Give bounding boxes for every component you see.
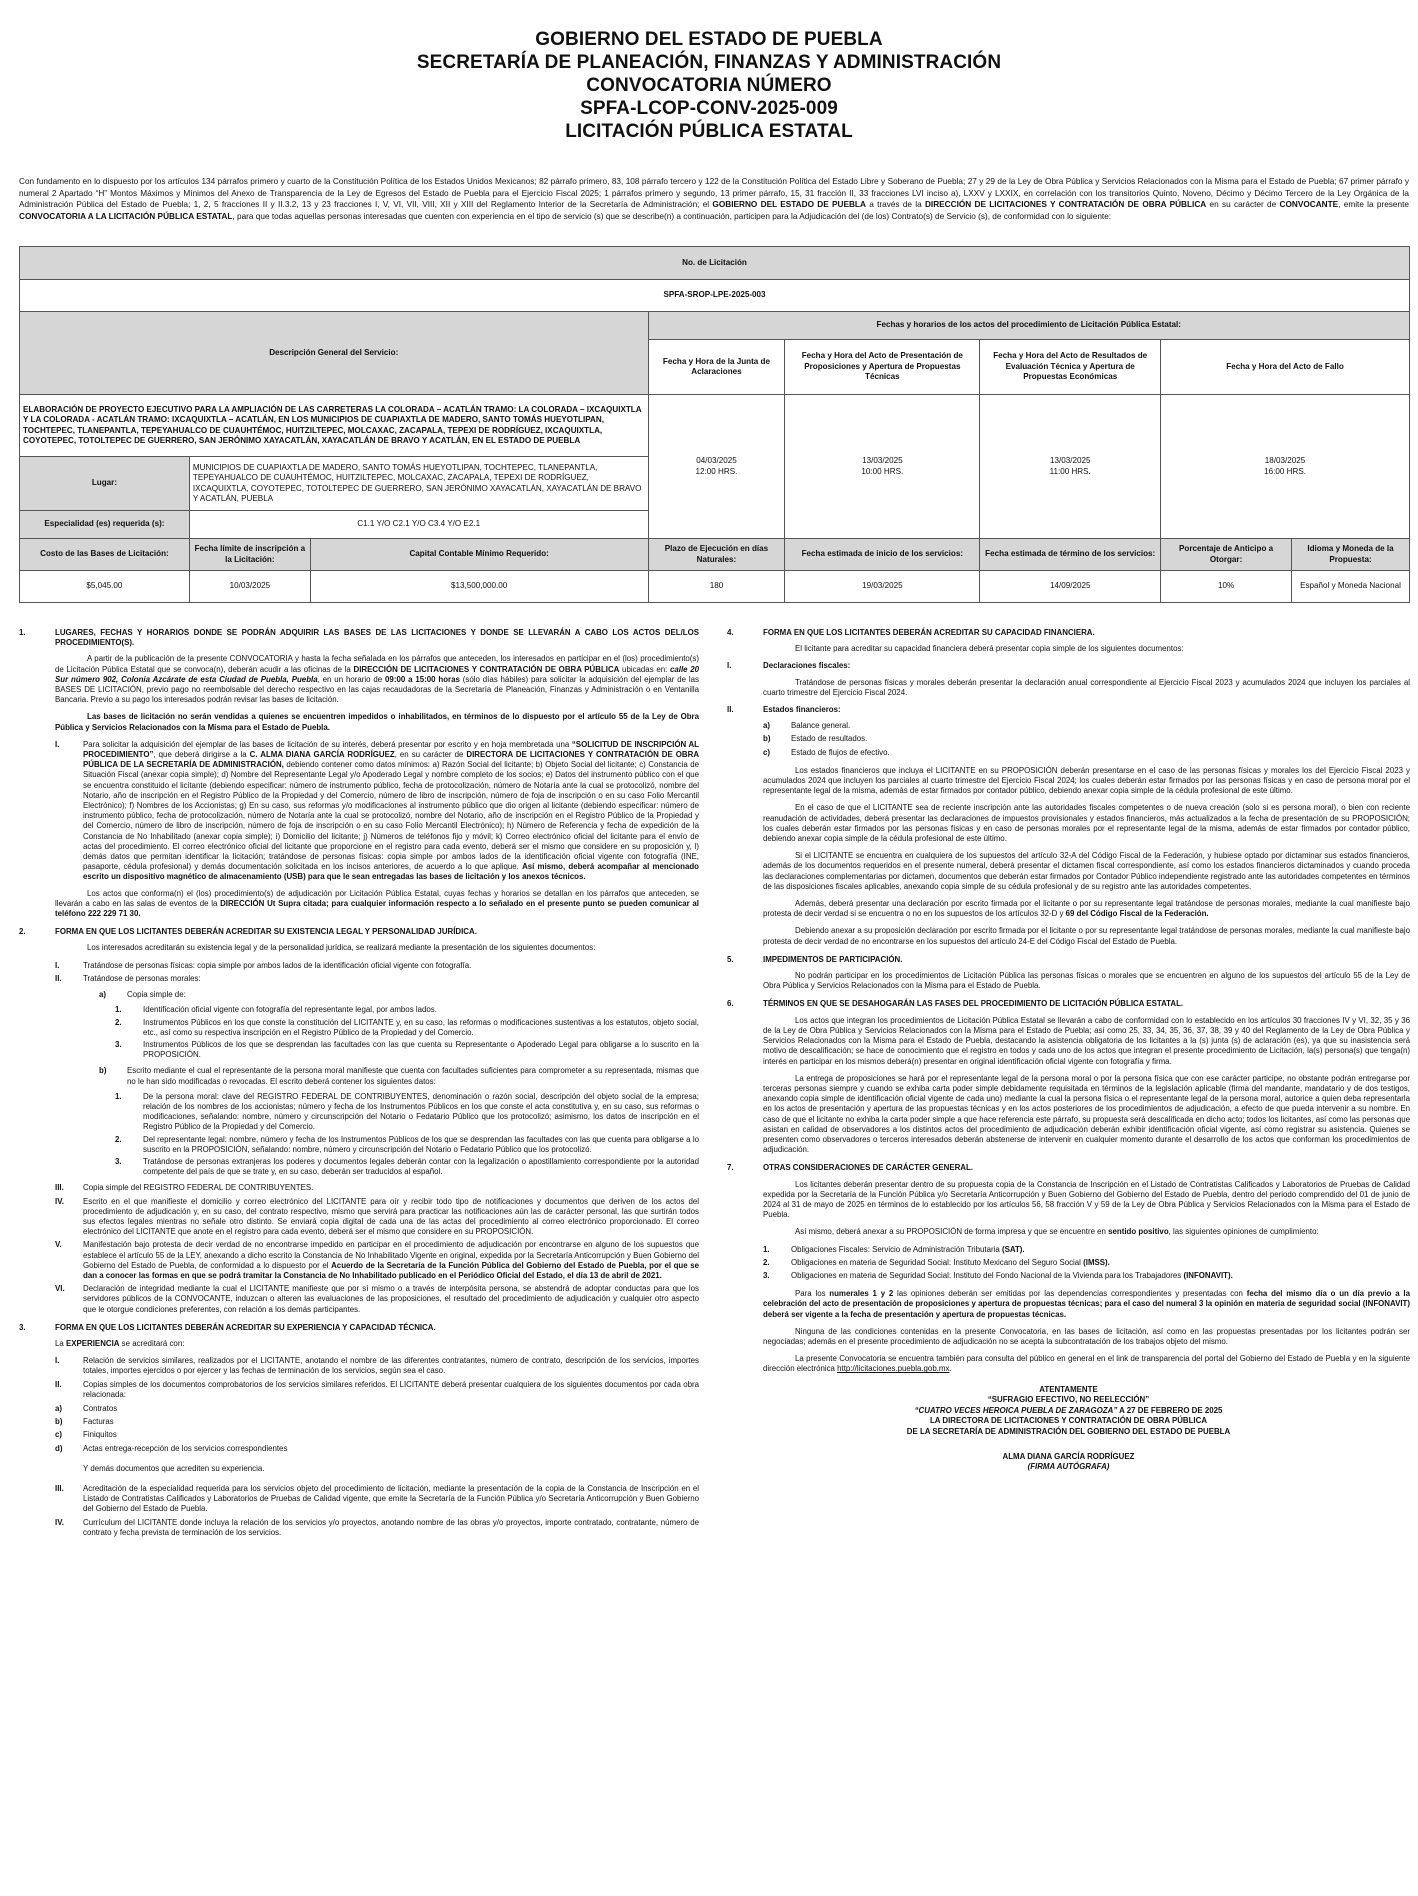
section-4-item-ii: II. Estados financieros: bbox=[727, 705, 841, 715]
bottom-value-costo: $5,045.00 bbox=[20, 571, 190, 603]
fecha-resultados: 13/03/2025 11:00 HRS. bbox=[980, 395, 1161, 539]
section-7-paragraph-2: Así mismo, deberá anexar a su PROPOSICIÓN de forma impresa y que se encuentre en sentido positivo, las siguientes opiniones de cumplimiento: bbox=[795, 1227, 1319, 1237]
section-7-paragraph-3: Para los numerales 1 y 2 las opiniones deberán ser emitidas por las dependencias correspondientes y presentadas con fecha del mismo día o un día previo a la celebración del acto de presentación de proposiciones y apertura de propuestas técnicas; para el caso del numeral 3 la opinión en materia de seguridad social (INFONAVIT) deberá ser vigente a la fecha de presentación y apertura de propuestas técnicas. bbox=[763, 1289, 1410, 1319]
header-secretariat: SECRETARÍA DE PLANEACIÓN, FINANZAS Y ADMINISTRACIÓN bbox=[416, 52, 1002, 73]
bottom-value-anticipo: 10% bbox=[1161, 571, 1292, 603]
left-column bbox=[19, 620, 699, 1541]
section-3-item-c: c) Finiquitos bbox=[55, 1430, 117, 1440]
section-4-paragraph-4: Si el LICITANTE se encuentra en cualquiera de los supuestos del artículo 32-A del Código Fiscal de la Federación, y hubiese optado por dictaminar sus estados financieros, además de los documentos requeridos en el presente numeral, deberá presentar el dictamen fiscal correspondiente, así como los estados financieros dictaminados y cuando proceda las declaraciones complementarias por dictamen, documentos que deberán estar firmados por Contador Público independiente registrado ante las autoridades competentes en términos de las disposiciones fiscales aplicables, anexando copia simple de su cédula profesional y de su registro ante las autoridades competentes. bbox=[763, 851, 1410, 891]
signature-autograph: (FIRMA AUTÓGRAFA) bbox=[1027, 1462, 1110, 1472]
bottom-value-fecha-limite: 10/03/2025 bbox=[189, 571, 310, 603]
section-2-item-iii: III. Copia simple del REGISTRO FEDERAL DE CONTRIBUYENTES. bbox=[55, 1183, 314, 1193]
section-3-title: 3. FORMA EN QUE LOS LICITANTES DEBERÁN ACREDITAR SU EXPERIENCIA Y CAPACIDAD TÉCNICA. bbox=[19, 1322, 436, 1332]
no-licitacion-label: No. de Licitación bbox=[20, 247, 1410, 280]
section-4-item-b: b) Estado de resultados. bbox=[763, 734, 868, 744]
signature-motto: “SUFRAGIO EFECTIVO, NO REELECCIÓN” bbox=[987, 1395, 1150, 1405]
section-4-item-i: I. Declaraciones fiscales: bbox=[727, 661, 851, 671]
section-2-title: 2. FORMA EN QUE LOS LICITANTES DEBERÁN ACREDITAR SU EXISTENCIA LEGAL Y PERSONALIDAD JURÍDICA. bbox=[19, 927, 477, 937]
fecha-header-presentacion: Fecha y Hora del Acto de Presentación de Proposiciones y Apertura de Propuestas Técnicas bbox=[785, 340, 980, 395]
section-1-paragraph: A partir de la publicación de la presente CONVOCATORIA y hasta la fecha señalada en los párrafos que anteceden, los interesados en participar en el (los) procedimiento(s) de Licitación Pública Estatal que se convoca(n), deberán acudir a las oficinas de la DIRECCIÓN DE LICITACIONES Y CONTRATACIÓN DE OBRA PÚBLICA ubicadas en: calle 20 Sur número 902, Colonia Azcárate de esta Ciudad de Puebla, Puebla, en un horario de 09:00 a 15:00 horas (sólo días hábiles) para solicitar la adquisición del ejemplar de las BASES DE LICITACIÓN, previo pago no reembolsable del derecho respectivo en las cajas recaudadoras de la Secretaría de Planeación, Finanzas y Administración o en Ventanilla Bancaria. Previo a su pago los interesados podrán revisar las bases de licitación. bbox=[55, 654, 699, 705]
section-4-item-a: a) Balance general. bbox=[763, 721, 851, 731]
bottom-header-inicio: Fecha estimada de inicio de los servicios: bbox=[785, 539, 980, 571]
section-7-opinion-2: 2. Obligaciones en materia de Seguridad Social: Instituto Mexicano del Seguro Social (IMSS). bbox=[763, 1257, 1110, 1267]
section-3-item-ii: II. Copias simples de los documentos comprobatorios de los servicios similares referidos. El LICITANTE deberá presentar cualquiera de los siguientes documentos por cada obra relacionada: bbox=[55, 1379, 699, 1399]
no-licitacion-value: SPFA-SROP-LPE-2025-003 bbox=[20, 280, 1410, 312]
signature-block bbox=[727, 1385, 1410, 1473]
section-3-item-d: d) Actas entrega-recepción de los servicios correspondientes bbox=[55, 1443, 288, 1453]
section-6-paragraph-1: Los actos que integran los procedimientos de Licitación Pública Estatal se llevarán a cabo de conformidad con lo establecido en los artículos 30 fracciones IV y VI, 32, 35 y 36 de la Ley de Obra Pública y Servicios Relacionados con la Misma para el Estado de Puebla; así como 25, 33, 34, 35, 36, 37, 38, 39 y 40 del Reglamento de la Ley de Obra Pública y Servicios Relacionados con la Misma para el Estado de Puebla, destacando la asistencia obligatoria de los licitantes a la (s) junta (s) de aclaración (es), ya que su inasistencia será motivo de descalificación; se hace de conocimiento que el registro en todos y cada uno de los actos que integran el presente procedimiento de Licitación, la(s) persona(s) que tenga(n) interés en participar en los mismos deberá(n) presentar en original identificación oficial vigente con fotografía y firma. bbox=[763, 1015, 1410, 1066]
section-3-note: Y demás documentos que acrediten su experiencia. bbox=[83, 1463, 265, 1473]
section-4-paragraph-3: En el caso de que el LICITANTE sea de reciente inscripción ante las autoridades fiscales competentes o de nueva creación (solo si es persona moral), o bien con reciente reanudación de actividades, deberá presentar las declaraciones de impuestos provisionales y estados financieros, más actualizados a la fecha de presentación de su PROPOSICIÓN; los cuales deberán estar firmados por las personas físicas y en caso de personas morales por el representante legal de la misma, además de estar firmados por contador público, debiendo anexar copia simple de la cédula profesional de este último. bbox=[763, 803, 1410, 844]
descripcion-label: Descripción General del Servicio: bbox=[20, 312, 649, 395]
intro-paragraph: Con fundamento en lo dispuesto por los artículos 134 párrafos primero y cuarto de la Constitución Política de los Estados Unidos Mexicanos; 82 párrafo primero, 83, 108 párrafo tercero y 122 de la Constitución Política del Estado Libre y Soberano de Puebla; 27 y 29 de la Ley de Obra Pública y Servicios Relacionados con la Misma para el Estado de Puebla; 67 primer párrafo y numeral 2 Apartado “H” Montos Máximos y Mínimos del Anexo de Transparencia de la Ley de Egresos del Estado de Puebla para el Ejercicio Fiscal 2025; 1 párrafos primero y segundo, 13 primer párrafo, 15, 31 fracción II, 33 fracciones LVI inciso a), LXXV y LXXIX, en correlación con los transitorios Quinto, Noveno, Décimo y Décimo Tercero de la Ley Orgánica de la Administración Pública del Estado de Puebla; 1, 2, 5 fracciones II y II.3.2, 13 y 23 fracciones I, V, VI, VII, VIII, XII y XIII del Reglamento Interior de la Secretaría de Administración; el GOBIERNO DEL ESTADO DE PUEBLA a través de la DIRECCIÓN DE LICITACIONES Y CONTRATACIÓN DE OBRA PÚBLICA en su carácter de CONVOCANTE, emite la presente CONVOCATORIA A LA LICITACIÓN PÚBLICA ESTATAL, para que todas aquellas personas interesadas que cuenten con experiencia en el tipo de servicio (s) que se describe(n) a continuación, participen para la Adjudicación del (de los) Contrato(s) de Servicio (s), de conformidad con lo siguiente: bbox=[19, 177, 1409, 221]
fecha-header-resultados: Fecha y Hora del Acto de Resultados de Evaluación Técnica y Apertura de Propuestas Económicas bbox=[980, 340, 1161, 395]
signature-title-1: LA DIRECTORA DE LICITACIONES Y CONTRATACIÓN DE OBRA PÚBLICA bbox=[929, 1416, 1208, 1426]
section-2-item-iv: IV. Escrito en el que manifieste el domicilio y correo electrónico del LICITANTE para oír y recibir todo tipo de notificaciones y documentos que deriven de los actos del procedimiento de adjudicación y, en su caso, del contrato respectivo, mismo que servirá para practicar las notificaciones aún las de carácter personal, las que surtirán todos sus efectos legales mientras no señale otro distinto. Se enviará copia digital de cada una de las actas del procedimiento al correo electrónico proporcionado. El correo electrónico del LICITANTE que anote en el registro para cada evento, deberá ser el mismo que considere en su PROPOSICIÓN. bbox=[55, 1196, 699, 1237]
section-2-item-vi: VI. Declaración de integridad mediante la cual el LICITANTE manifieste que por sí mismo o a través de interpósita persona, se abstendrá de adoptar conductas para que los servidores públicos de la CONVOCANTE, induzcan o alteren las evaluaciones de las proposiciones, el resultado del procedimiento de adjudicación y cualquier otro aspecto que le otorgue condiciones preferentes, con relación a los demás participantes. bbox=[55, 1284, 699, 1314]
section-2-item-b1: 1. De la persona moral: clave del REGISTRO FEDERAL DE CONTRIBUYENTES, denominación o razón social, descripción del objeto social de la empresa; relación de los nombres de los accionistas; número y fecha de los Instrumentos Públicos en los que conste el acta constitutiva y, en su caso, sus reformas o modificaciones, señalando: nombre, número y circunscripción del Notario o Fedatario Público que los protocolizó; asimismo, los datos de inscripción en el Registro Público de la Propiedad y del Comercio. bbox=[115, 1091, 699, 1132]
section-4-paragraph-5: Además, deberá presentar una declaración por escrito firmada por el licitante o por su representante legal tratándose de personas morales, mediante la cual manifieste bajo protesta de decir verdad si se encuentra o no en los supuestos de los artículos 32-D y 69 del Código Fiscal de la Federación. bbox=[763, 899, 1410, 919]
section-2-item-i: I. Tratándose de personas físicas: copia simple por ambos lados de la identificación oficial vigente con fotografía. bbox=[55, 960, 472, 970]
licitacion-table bbox=[19, 246, 1410, 603]
especialidad-label: Especialidad (es) requerida (s): bbox=[20, 511, 190, 539]
section-3-item-b: b) Facturas bbox=[55, 1417, 114, 1427]
bottom-value-inicio: 19/03/2025 bbox=[785, 571, 980, 603]
header-licitacion-type: LICITACIÓN PÚBLICA ESTATAL bbox=[565, 121, 853, 142]
fecha-junta: 04/03/2025 12:00 HRS. bbox=[648, 395, 785, 539]
signature-atentamente: ATENTAMENTE bbox=[1039, 1384, 1098, 1394]
section-1-item-i: I. Para solicitar la adquisición del ejemplar de las bases de licitación de su interés, deberá presentar por escrito y en hoja membretada una “SOLICITUD DE INSCRIPCIÓN AL PROCEDIMIENTO”, que deberá dirigirse a la C. ALMA DIANA GARCÍA RODRÍGUEZ, en su carácter de DIRECTORA DE LICITACIONES Y CONTRATACIÓN DE OBRA PÚBLICA DE LA SECRETARÍA DE ADMINISTRACIÓN, debiendo contener como datos mínimos: a) Razón Social del licitante; b) Objeto Social del licitante; c) Constancia de Situación Fiscal (anexar copia simple); d) Nombre del Representante Legal y/o Apoderado Legal y nombre completo de los socios; e) Datos del instrumento público con el que se encuentra constituido el licitante (debiendo especificar: número de instrumento público, fecha de protocolización, número de Notaría ante la cual se protocolizó, nombre del Notario, año de inscripción en el Registro Público de la Propiedad y del Comercio, número de libro de inscripción, número de foja de inscripción o en su caso Folio Mercantil Electrónico); f) Nombres de los Accionistas; g) En su caso, sus reformas y/o modificaciones al instrumento público que dio origen al licitante (debiendo especificar: número de instrumento público, fecha de protocolización, número de Notaría ante la cual se protocolizó, nombre del Notario, año de inscripción en el Registro Público de la Propiedad y del Comercio, número de libro de inscripción, número de foja de inscripción o en su caso Folio Mercantil Electrónico); h) Número de Referencia y fecha de expedición de la Constancia de No Inhabilitado (anexar copia simple); i) Domicilio del licitante; j) Números de teléfonos fijo y móvil; k) Correo electrónico oficial del licitante para el envío de actas del procedimiento. El correo electrónico oficial del licitante que proporcione en el registro para cada evento, deberá ser el mismo que considere en su proposición y, l) demás datos que permitan identificar la licitación; tratándose de personas físicas: copia simple por ambos lados de la identificación oficial vigente con fotografía (INE, pasaporte, cédula profesional) y demás documentación solicitada en los incisos anteriores, de acuerdo a lo que aplique. Así mismo, deberá acompañar al mencionado escrito un dispositivo magnético de almacenamiento (USB) para que le sean entregadas las bases de licitación y los anexos técnicos. bbox=[55, 739, 700, 882]
lugar-value: MUNICIPIOS DE CUAPIAXTLA DE MADERO, SANTO TOMÁS HUEYOTLIPAN, TOCHTEPEC, TLANEPANTLA, TEPEYAHUALCO DE CUAUHTÉMOC, HUITZILTEPEC, MOLCAXAC, ZACAPALA, TEPEXI DE RODRÍGUEZ, IXCAQUIXTLA, COYOTEPEC, TOTOLTEPEC DE GUERRERO, SAN JERÓNIMO XAYACATLÁN, XAYACATLÁN DE BRAVO Y ACATLÁN, PUEBLA bbox=[189, 457, 648, 511]
lugar-label: Lugar: bbox=[20, 457, 190, 511]
section-2-item-a1: 1. Identificación oficial vigente con fotografía del representante legal, por ambos lados. bbox=[115, 1005, 437, 1015]
section-1-title: 1. LUGARES, FECHAS Y HORARIOS DONDE SE PODRÁN ADQUIRIR LAS BASES DE LAS LICITACIONES Y DONDE SE LLEVARÁN A CABO LOS ACTOS DEL/LOS PROCEDIMIENTO(S). bbox=[19, 628, 699, 648]
section-2-item-a3: 3. Instrumentos Públicos de los que se desprendan las facultades con las que cuenta su Representante o Apoderado Legal para obligarse a lo suscrito en la PROPOSICIÓN. bbox=[115, 1039, 699, 1060]
bottom-value-plazo: 180 bbox=[648, 571, 785, 603]
header-convocatoria-label: CONVOCATORIA NÚMERO bbox=[586, 75, 832, 96]
descripcion-value: ELABORACIÓN DE PROYECTO EJECUTIVO PARA LA AMPLIACIÓN DE LAS CARRETERAS LA COLORADA – ACATLÁN TRAMO: LA COLORADA – IXCAQUIXTLA Y LA COLORADA - ACATLÁN TRAMO: IXCAQUIXTLA – ACATLÁN, EN LOS MUNICIPIOS DE CUAPIAXTLA DE MADERO, SANTO TOMÁS HUEYOTLIPAN, TOCHTEPEC, TLANEPANTLA, TEPEYAHUALCO DE CUAUHTÉMOC, HUITZILTEPEC, MOLCAXAC, ZACAPALA, TEPEXI DE RODRÍGUEZ, IXCAQUIXTLA, COYOTEPEC, TOTOLTEPEC DE GUERRERO, SAN JERÓNIMO XAYACATLÁN, XAYACATLÁN DE BRAVO Y ACATLÁN, EN EL ESTADO DE PUEBLA bbox=[20, 395, 649, 457]
section-6-paragraph-2: La entrega de proposiciones se hará por el representante legal de la persona moral o por la persona física que con ese carácter participe, no obstante podrán entregarse por terceras personas siempre y cuando se exhiba carta poder simple debidamente requisitada en términos de la legislación aplicable (firma del mandante, mandatario y de dos testigos, anexando copia simple de identificación oficial vigente de cada uno) mediante la cual la persona física o el representante legal de la persona moral, autorice a quien deba representarla en los actos de presentación y apertura de las propuestas técnicas y en los actos posteriores de los procedimientos de adjudicación, a efecto de que pueda intervenir a su nombre. En caso de que el licitante no exhiba la carta poder simple a que hace referencia este párrafo, su propuesta será descalificada en dicho acto; todos los licitantes, así como las personas que asistan en calidad de observadores a los distintos actos del procedimiento de adjudicación deberán exhibir identificación oficial vigente, así como registrar su asistencia. Quienes se presenten como observadores o terceros interesados deberán abstenerse de intervenir en cualquier momento durante el desarrollo de los actos que conforman los procedimientos de adjudicación. bbox=[763, 1073, 1410, 1155]
section-2-item-a2: 2. Instrumentos Públicos en los que conste la constitución del LICITANTE y, en su caso, las reformas o modificaciones sustentivas a los estatutos, objeto social, etc., así como su respectiva inscripción en el Registro Público de la Propiedad y del Comercio. bbox=[115, 1017, 699, 1037]
section-3-item-i: I. Relación de servicios similares, realizados por el LICITANTE, anotando el nombre de las diferentes contratantes, número de contrato, descripción de los servicios, importes totales, importes ejercidos o por ejercer y las fechas de terminación de los servicios, según sea el caso. bbox=[55, 1356, 699, 1376]
bottom-header-fecha-limite: Fecha límite de inscripción a la Licitación: bbox=[189, 539, 310, 571]
section-3-item-iii: III. Acreditación de la especialidad requerida para los servicios objeto del procedimiento de licitación, mediante la presentación de la copia de la Constancia de Inscripción en el Listado de Contratistas Calificados y Laboratorios de Pruebas de Calidad vigente, que emite la Secretaría de la Función Pública y/o Secretaría Anticorrupción y Buen Gobierno del Gobierno del Estado de Puebla. bbox=[55, 1484, 699, 1514]
section-7-opinion-3: 3. Obligaciones en materia de Seguridad Social: Instituto del Fondo Nacional de la Vivienda para los Trabajadores (INFONAVIT). bbox=[763, 1270, 1233, 1280]
signature-city-date: “CUATRO VECES HEROICA PUEBLA DE ZARAGOZA” A 27 DE FEBRERO DE 2025 bbox=[914, 1405, 1223, 1415]
section-1-closing: Los actos que conforma(n) el (los) procedimiento(s) de adjudicación por Licitación Pública Estatal, cuyas fechas y horarios se detallan en los párrafos que anteceden, se llevarán a cabo en las salas de eventos de la DIRECCIÓN Ut Supra citada; para cualquier información respecto a lo señalado en el presente punto se pueden comunicar al teléfono 222 229 71 30. bbox=[55, 888, 700, 919]
section-4-item-c: c) Estado de flujos de efectivo. bbox=[763, 747, 890, 757]
section-2-item-b2: 2. Del representante legal: nombre, número y fecha de los Instrumentos Públicos de los que se desprendan las facultades con las que cuenta para obligarse a lo suscrito en la PROPOSICIÓN, señalando: nombre, número y circunscripción del Notario o Fedatario Público que los protocolizó. bbox=[115, 1134, 699, 1154]
bottom-header-costo: Costo de las Bases de Licitación: bbox=[20, 539, 190, 571]
bottom-value-idioma: Español y Moneda Nacional bbox=[1292, 571, 1410, 603]
bottom-value-termino: 14/09/2025 bbox=[980, 571, 1161, 603]
section-3-item-iv: IV. Currículum del LICITANTE donde incluya la relación de los servicios y/o proyectos, anotando nombre de las obras y/o proyectos, importe contratado, contratante, número de contrato y fecha prevista de terminación de los servicios. bbox=[55, 1517, 699, 1537]
section-2-item-b3: 3. Tratándose de personas extranjeras los poderes y documentos legales deberán contar con la legalización o apostillamiento correspondiente por la autoridad competente del país de que se trate y, en su caso, deberán ser traducidos al español. bbox=[115, 1156, 699, 1177]
bottom-header-capital: Capital Contable Mínimo Requerido: bbox=[310, 539, 648, 571]
bottom-value-capital: $13,500,000.00 bbox=[310, 571, 648, 603]
signature-name: ALMA DIANA GARCÍA RODRÍGUEZ bbox=[1002, 1451, 1135, 1461]
section-7-paragraph-1: Los licitantes deberán presentar dentro de su propuesta copia de la Constancia de Inscripción en el Listado de Contratistas Calificados y Laboratorios de Pruebas de Calidad expedida por la Secretaría de la Función Pública y/o Secretaría Anticorrupción y Buen Gobierno del Gobierno del Estado de Puebla, dentro del periodo comprendido del 01 de junio de 2024 al 31 de mayo de 2025 en términos de lo establecido por los artículos 56, 58 fracción V y 59 de la Ley de Obra Pública y Servicios Relacionados con la Misma para el Estado de Puebla. bbox=[763, 1179, 1410, 1220]
section-2-intro: Los interesados acreditarán su existencia legal y de la personalidad jurídica, se realizará mediante la presentación de los siguientes documentos: bbox=[87, 943, 596, 953]
document-header bbox=[0, 28, 1418, 143]
fecha-presentacion: 13/03/2025 10:00 HRS. bbox=[785, 395, 980, 539]
section-7-paragraph-4: Ninguna de las condiciones contenidas en la presente Convocatoria, en las bases de licitación, así como en las propuestas presentadas por los licitantes podrán ser negociadas; además en el presente procedimiento de adjudicación no se acepta la subcontratación de los trabajos objeto del mismo. bbox=[763, 1326, 1410, 1346]
especialidad-value: C1.1 Y/O C2.1 Y/O C3.4 Y/O E2.1 bbox=[189, 511, 648, 539]
section-4-item-i-text: Tratándose de personas físicas y morales deberán presentar la declaración anual correspondiente al Ejercicio Fiscal 2023 y acumulados 2024 que incluyen los parciales al cuarto trimestre del Ejercicio Fiscal 2024. bbox=[763, 677, 1410, 697]
fecha-header-fallo: Fecha y Hora del Acto de Fallo bbox=[1161, 340, 1410, 395]
header-government: GOBIERNO DEL ESTADO DE PUEBLA bbox=[535, 29, 883, 50]
section-4-title: 4. FORMA EN QUE LOS LICITANTES DEBERÁN ACREDITAR SU CAPACIDAD FINANCIERA. bbox=[727, 628, 1095, 637]
section-5-title: 5. IMPEDIMENTOS DE PARTICIPACIÓN. bbox=[727, 954, 903, 964]
section-7-title: 7. OTRAS CONSIDERACIONES DE CARÁCTER GENERAL. bbox=[727, 1163, 973, 1173]
section-7-paragraph-5: La presente Convocatoria se encuentra también para consulta del público en general en el link de transparencia del portal del Gobierno del Estado de Puebla y en la siguiente dirección electrónica http://licitaciones.puebla.gob.mx. bbox=[763, 1354, 1410, 1374]
bottom-header-anticipo: Porcentaje de Anticipo a Otorgar: bbox=[1161, 539, 1292, 571]
licitaciones-link[interactable]: http://licitaciones.puebla.gob.mx bbox=[837, 1364, 950, 1374]
section-4-intro: El licitante para acreditar su capacidad financiera deberá presentar copia simple de los siguientes documentos: bbox=[795, 644, 1184, 654]
bottom-header-termino: Fecha estimada de término de los servicios: bbox=[980, 539, 1161, 571]
section-2-item-b: b) Escrito mediante el cual el representante de la persona moral manifieste que cuenta con facultades suficientes para comprometer a su representada, mismas que no le han sido modificadas o revocadas. El escrito deberá contener los siguientes datos: bbox=[99, 1066, 699, 1086]
section-3-intro: La EXPERIENCIA se acreditará con: bbox=[55, 1338, 185, 1348]
section-1-restriction: Las bases de licitación no serán vendidas a quienes se encuentren impedidos o inhabilitados, en términos de lo dispuesto por el artículo 55 de la Ley de Obra Pública y Servicios Relacionados con la Misma para el Estado de Puebla. bbox=[55, 712, 699, 732]
section-3-item-a: a) Contratos bbox=[55, 1404, 118, 1413]
right-column bbox=[727, 620, 1410, 1473]
section-2-item-a: a) Copia simple de: bbox=[99, 990, 186, 1000]
bottom-header-plazo: Plazo de Ejecución en días Naturales: bbox=[648, 539, 785, 571]
signature-title-2: DE LA SECRETARÍA DE ADMINISTRACIÓN DEL GOBIERNO DEL ESTADO DE PUEBLA bbox=[906, 1426, 1231, 1436]
section-5-paragraph: No podrán participar en los procedimientos de Licitación Pública las personas físicas o morales que se encuentren en alguno de los supuestos del artículo 55 de la Ley de Obra Pública y Servicios Relacionados con la Misma para el Estado de Puebla. bbox=[763, 971, 1410, 991]
fecha-header-junta: Fecha y Hora de la Junta de Aclaraciones bbox=[648, 340, 785, 395]
section-4-paragraph-2: Los estados financieros que incluya el LICITANTE en su PROPOSICIÓN deberán presentarse en el caso de las personas físicas y morales los del Ejercicio Fiscal 2023 y acumulados 2024 que incluyen los parciales al cuarto trimestre del Ejercicio Fiscal 2024; los cuales deberán estar firmados por las personas físicas y en caso de persona moral por el representante legal de la misma, además de estar firmados por contador público, debiendo anexar copia simple de la cédula profesional de este último. bbox=[763, 765, 1410, 796]
fechas-label: Fechas y horarios de los actos del procedimiento de Licitación Pública Estatal: bbox=[648, 312, 1410, 340]
fecha-fallo: 18/03/2025 16:00 HRS. bbox=[1161, 395, 1410, 539]
bottom-header-idioma: Idioma y Moneda de la Propuesta: bbox=[1292, 539, 1410, 571]
section-6-title: 6. TÉRMINOS EN QUE SE DESAHOGARÁN LAS FASES DEL PROCEDIMIENTO DE LICITACIÓN PÚBLICA ESTATAL. bbox=[727, 999, 1184, 1009]
section-2-item-v: V. Manifestación bajo protesta de decir verdad de no encontrarse impedido en participar en el procedimiento de adjudicación por encontrarse en alguno de los supuestos que establece el artículo 55 de la LEY, anexando a dicho escrito la Constancia de No Inhabilitado Vigente en original, expedida por la Secretaría Anticorrupción y Buen Gobierno del Gobierno del Estado de Puebla, de conformidad a lo dispuesto por el Acuerdo de la Secretaría de la Función Pública del Gobierno del Estado de Puebla, por el que se dan a conocer las formas en que se podrá tramitar la Constancia de No Inhabilitado publicado en el Periódico Oficial del Estado, el día 13 de abril de 2021. bbox=[55, 1240, 699, 1280]
header-convocatoria-number: SPFA-LCOP-CONV-2025-009 bbox=[580, 98, 838, 119]
section-4-paragraph-6: Debiendo anexar a su proposición declaración por escrito firmada por el licitante o por su representante legal tratándose de personas morales, mediante la cual manifieste bajo protesta de decir verdad de no encontrarse en los supuestos del artículo 24-E del Código Fiscal del Estado de Puebla. bbox=[763, 926, 1410, 946]
section-7-opinion-1: 1. Obligaciones Fiscales: Servicio de Administración Tributaria (SAT). bbox=[763, 1244, 1025, 1254]
section-2-item-ii: II. Tratándose de personas morales: bbox=[55, 973, 201, 983]
